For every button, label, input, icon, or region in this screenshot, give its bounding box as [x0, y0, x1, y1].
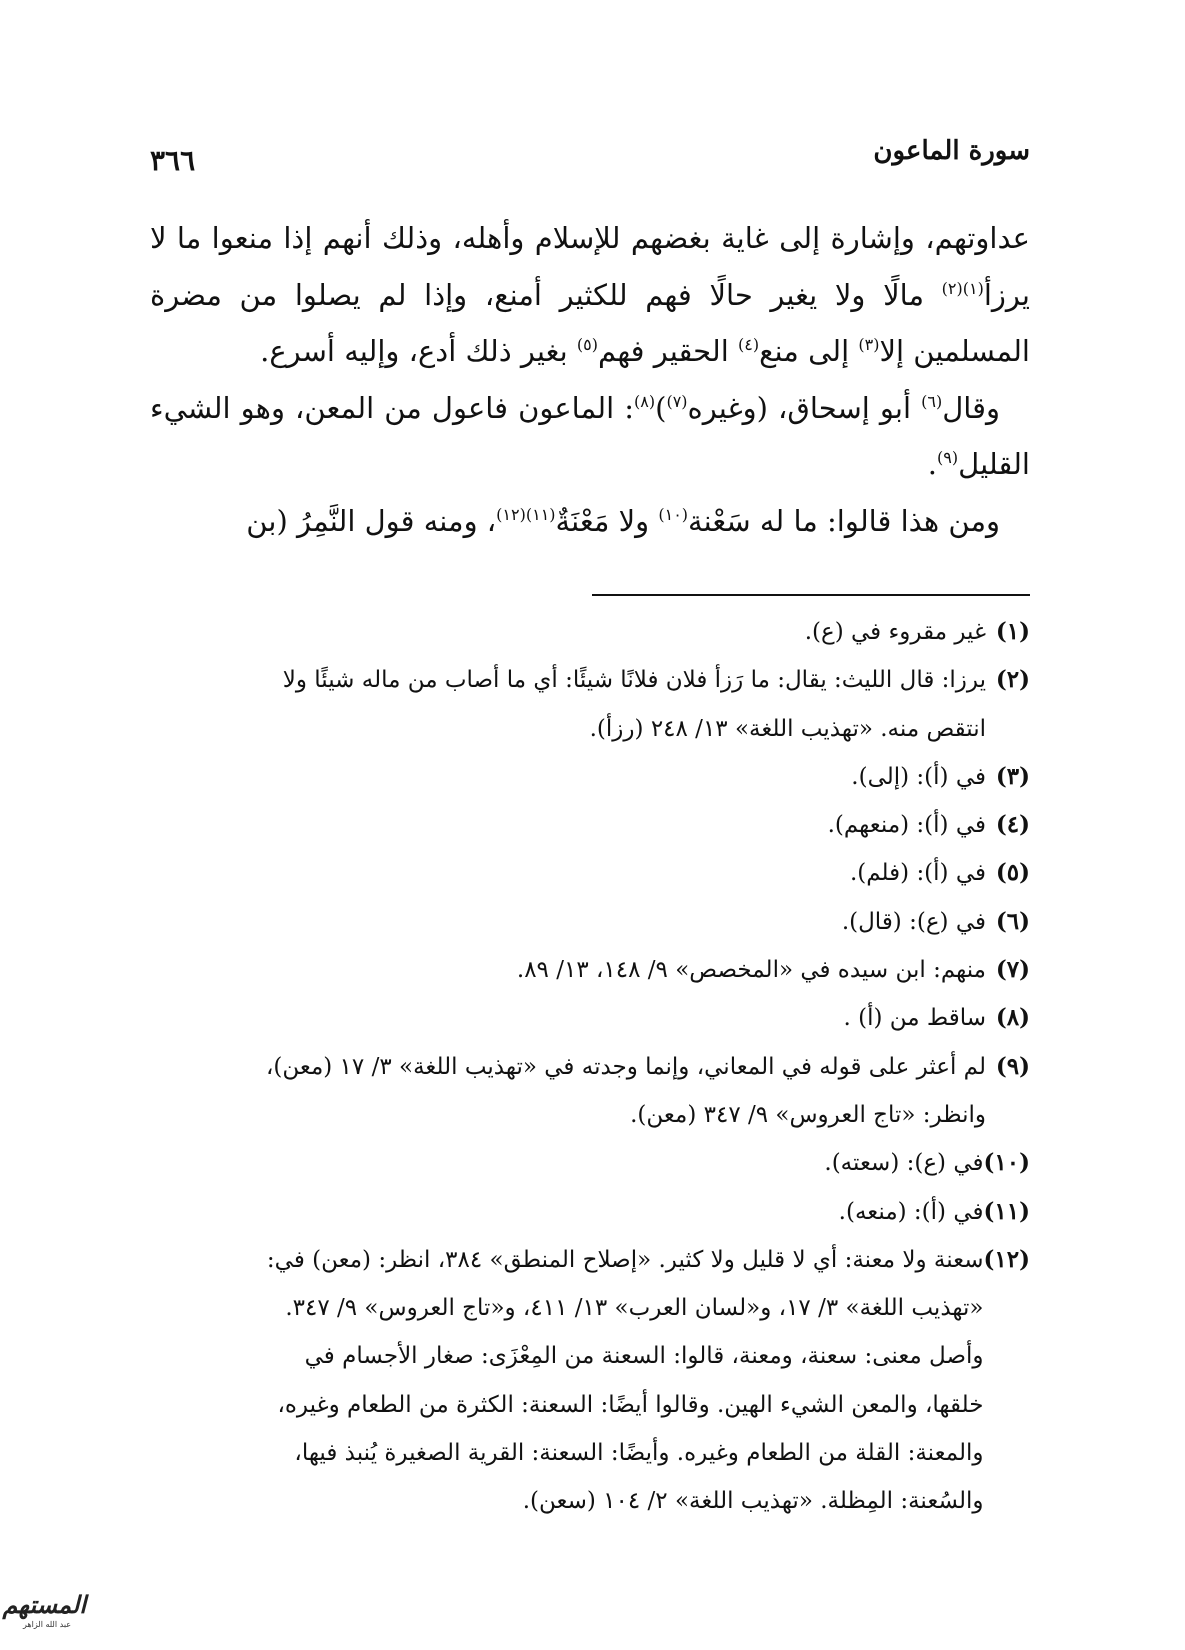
footnote-line: غير مقروء في (ع).	[804, 619, 986, 645]
footnote-ref: (٧)	[666, 391, 688, 411]
page-header	[150, 130, 1030, 180]
footnote-text	[150, 801, 986, 849]
footnote-text	[150, 1236, 984, 1526]
footnote-line: في (ع): (سعته).	[824, 1150, 984, 1177]
text-segment: .	[927, 447, 938, 481]
text-segment: )	[655, 390, 667, 425]
footnote-number: (١٢)	[983, 1245, 1030, 1273]
footnote-divider	[592, 594, 1030, 596]
text-segment: عداوتهم، وإشارة إلى غاية بغضهم للإسلام وأهله، وذلك أنهم إذا منعوا ما لا يرزأ	[150, 221, 1030, 312]
footnote-line: ساقط من (أ) .	[843, 1005, 986, 1032]
footnote-line: والمعنة: القلة من الطعام وغيره. وأيضًا: السعنة: القرية الصغيرة يُنبذ فيها،	[294, 1440, 984, 1467]
footnote-text	[150, 1139, 984, 1187]
footnote-number: (١١)	[983, 1197, 1030, 1225]
footnote-line: في (ع): (قال).	[841, 908, 986, 935]
main-text	[150, 210, 1030, 549]
text-segment: إلى منع	[759, 334, 859, 368]
footnote-item	[150, 801, 1030, 849]
footnote-number: (٧)	[995, 956, 1030, 984]
main-paragraph-1	[150, 210, 1030, 380]
text-segment: مالًا ولا يغير حالًا فهم للكثير أمنع، وإذا لم يصلوا من مضرة المسلمين إلا	[150, 277, 1030, 368]
footnote-number: (٨)	[995, 1004, 1030, 1032]
main-paragraph-2	[150, 380, 1030, 493]
footnote-text	[150, 994, 986, 1042]
footnote-item	[150, 753, 1030, 801]
footnote-line: منهم: ابن سيده في «المخصص» ٩/ ١٤٨، ١٣/ ٨٩.	[516, 957, 986, 984]
footnote-number: (١٠)	[983, 1149, 1030, 1177]
footnote-item	[150, 946, 1030, 994]
footnote-ref: (٦)	[921, 391, 943, 411]
footnote-line: وانظر: «تاج العروس» ٩/ ٣٤٧ (معن).	[630, 1101, 986, 1128]
footnote-text	[150, 656, 986, 753]
footnote-item	[150, 849, 1030, 897]
footnote-number: (٥)	[995, 859, 1030, 887]
footnote-line: سعنة ولا معنة: أي لا قليل ولا كثير. «إصلاح المنطق» ٣٨٤، انظر: (معن) في:	[266, 1246, 984, 1273]
footnote-ref: (٤)	[738, 335, 760, 354]
footnote-number: (٤)	[995, 811, 1030, 839]
footnote-number: (٦)	[995, 907, 1030, 935]
surah-title: سورة الماعون	[873, 136, 1030, 166]
footnote-text	[150, 898, 986, 946]
footnote-number: (١)	[995, 618, 1030, 645]
text-segment: ومن هذا قالوا: ما له سَعْنة	[688, 503, 1000, 538]
footnote-item	[150, 1236, 1030, 1526]
stamp-text: المستهم	[2, 1590, 86, 1619]
footnote-ref: (١١)	[525, 504, 556, 524]
footnote-line: في (أ): (منعهم).	[827, 812, 986, 839]
footnote-text	[150, 849, 986, 897]
page-number: ٣٦٦	[150, 144, 196, 177]
footnote-ref: (١)	[962, 278, 984, 298]
footnote-line: في (أ): (فلم).	[849, 860, 986, 887]
footnote-line: انتقص منه. «تهذيب اللغة» ١٣/ ٢٤٨ (رزأ).	[589, 715, 986, 742]
footnote-ref: (٨)	[634, 391, 656, 411]
footnote-item	[150, 608, 1030, 656]
footnote-text	[150, 1043, 986, 1140]
footnote-line: لم أعثر على قوله في المعاني، وإنما وجدته في «تهذيب اللغة» ٣/ ١٧ (معن)،	[265, 1053, 986, 1080]
footnote-text	[150, 946, 986, 994]
stamp-subtext: عبد الله الزاهر	[23, 1620, 71, 1629]
text-segment: الحقير فهم	[598, 334, 739, 368]
footnote-item	[150, 656, 1030, 753]
footnote-item	[150, 1043, 1030, 1140]
footnote-line: في (أ): (إلى).	[851, 763, 986, 790]
publisher-stamp	[2, 1588, 86, 1634]
footnote-line: خلقها، والمعن الشيء الهين. وقالوا أيضًا: السعنة: الكثرة من الطعام وغيره،	[277, 1391, 984, 1418]
footnote-line: وأصل معنى: سعنة، ومعنة، قالوا: السعنة من المِعْزَى: صغار الأجسام في	[304, 1343, 984, 1370]
footnote-item	[150, 898, 1030, 946]
footnotes	[150, 608, 1030, 1526]
text-segment: بغير ذلك أدع، وإليه أسرع.	[260, 334, 577, 368]
text-segment: ولا مَعْنَةٌ	[555, 503, 659, 538]
footnote-line: يرزا: قال الليث: يقال: ما رَزأ فلان فلانًا شيئًا: أي ما أصاب من ماله شيئًا ولا	[282, 667, 986, 694]
footnote-ref: (٢)	[941, 278, 963, 298]
footnote-text	[150, 753, 986, 801]
footnote-number: (٢)	[995, 666, 1030, 694]
footnote-line: في (أ): (منعه).	[838, 1198, 984, 1225]
footnote-ref: (١٠)	[658, 504, 689, 524]
footnote-item	[150, 1139, 1030, 1187]
text-segment: ، ومنه قول النَّمِرُ (بن	[246, 503, 497, 538]
footnote-text	[150, 608, 986, 656]
footnote-line: «تهذيب اللغة» ٣/ ١٧، و«لسان العرب» ١٣/ ٤١١، و«تاج العروس» ٩/ ٣٤٧.	[285, 1295, 984, 1322]
footnote-number: (٩)	[995, 1052, 1030, 1080]
footnote-ref: (٣)	[858, 335, 880, 354]
footnote-item	[150, 994, 1030, 1042]
main-paragraph-3	[150, 493, 1030, 550]
footnote-ref: (٩)	[937, 448, 959, 467]
text-segment: : الماعون فاعول من المعن، وهو الشيء القليل	[150, 390, 1030, 481]
text-segment: أبو إسحاق، (وغيره	[687, 390, 922, 425]
footnote-text	[150, 1188, 984, 1236]
footnote-ref: (٥)	[576, 335, 599, 354]
text-segment: وقال	[942, 390, 1000, 425]
footnote-number: (٣)	[995, 762, 1030, 790]
footnote-item	[150, 1188, 1030, 1236]
footnote-ref: (١٢)	[496, 504, 526, 524]
footnote-line: والسُعنة: المِظلة. «تهذيب اللغة» ٢/ ١٠٤ (سعن).	[522, 1488, 984, 1515]
